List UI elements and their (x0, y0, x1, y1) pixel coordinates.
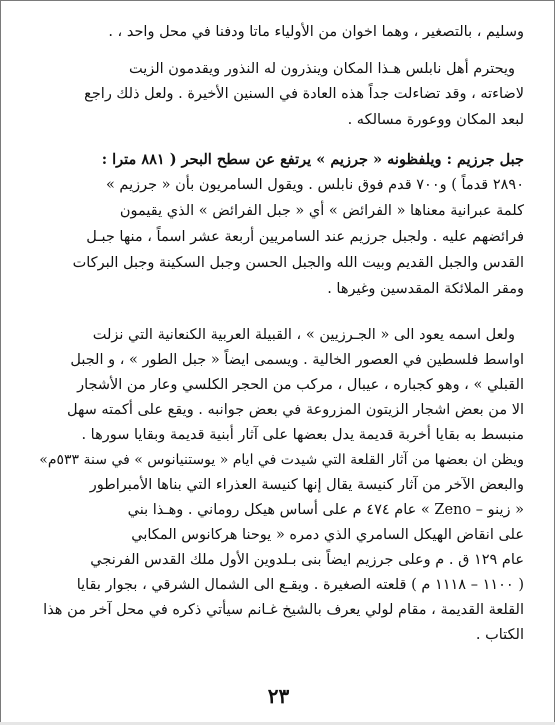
text-line: لبعد المكان ووعورة مسالكه . (347, 112, 524, 128)
text-line: وسليم ، بالتصغير ، وهما اخوان من الأولياء ماتا ودفنا في محل واحد ، . (108, 24, 524, 40)
text-line: الا من بعض اشجار الزيتون المزروعة في بعض جوانبه . ويقع على أكمته سهل (66, 402, 524, 418)
text-line: ( ١١٠٠ – ١١١٨ م ) قلعته الصغيرة . ويقـع الى الشمال الشرقي ، بجوار بقايا (76, 577, 524, 593)
text-line: لاضاءته ، وقد تضاءلت جداً هذه العادة في السنين الأخيرة . ولعل ذلك راجع (84, 86, 524, 102)
section-heading-line: جبل جرزيم : ويلفظونه « جرزيم » يرتفع عن سطح البحر ( ۸۸۱ مترا : (101, 151, 524, 168)
text-line: « زينو – Zeno » عام ٤٧٤ م على أساس هيكل روماني . وهـذا بني (127, 502, 524, 518)
text-line: عام ١٢٩ ق . م وعلى جرزيم ايضاً بنى بـلدوين الأول ملك القدس الفرنجي (90, 552, 524, 568)
text-line: القلعة القديمة ، مقام لولي يعرف بالشيخ غـانم سيأتي ذكره في محل آخر من هذا (43, 602, 524, 618)
text-line: القدس والجبل القديم وبيت الله والجبل الحسن وجبل السكينة وجبل البركات (72, 255, 524, 271)
text-line: ويظن ان بعضها من آثار القلعة التي شيدت في ايام « يوستنيانوس » في سنة ٥٣٣م» (39, 452, 524, 468)
text-line: ٢٨٩٠ قدماً ) و٧٠٠ قدم فوق نابلس . ويقول السامريون بأن « جرزيم » (105, 177, 524, 193)
text-line: ويحترم أهل نابلس هـذا المكان وينذرون له النذور ويقدمون الزيت (128, 61, 515, 77)
text-line: ومقر الملائكة المقدسين وغيرها . (327, 281, 524, 297)
text-line: الكتاب . (475, 627, 524, 643)
text-line: اواسط فلسطين في العصور الخالية . ويسمى ايضاً « جبل الطور » ، و الجبل (70, 352, 524, 368)
text-line: والبعض الآخر من آثار كنيسة يقال إنها كنيسة العذراء التي بناها الأمبراطور (89, 477, 524, 493)
text-line: منبسط به بقايا أخربة قديمة يدل بعضها على آثار أبنية قديمة وبقايا سورها . (81, 427, 524, 443)
text-line: ولعل اسمه يعود الى « الجـرزيين » ، القبيلة العربية الكنعانية التي نزلت (92, 327, 515, 343)
text-line: فرائضهم عليه . ولجبل جرزيم عند السامريين أربعة عشر اسماً ، منها جبـل (86, 229, 524, 245)
text-line: القبلي » ، وهو كجباره ، عيبال ، مركب من الحجر الكلسي وعار من الأشجار (77, 377, 524, 393)
text-line: كلمة عبرانية معناها « الفرائض » أي « جبل الفرائض » الذي يقيمون (119, 203, 524, 219)
page-number: ٢٣ (267, 684, 290, 708)
text-line: على انقاض الهيكل السامري الذي دمره « يوحنا هركانوس المكابي (131, 527, 524, 543)
